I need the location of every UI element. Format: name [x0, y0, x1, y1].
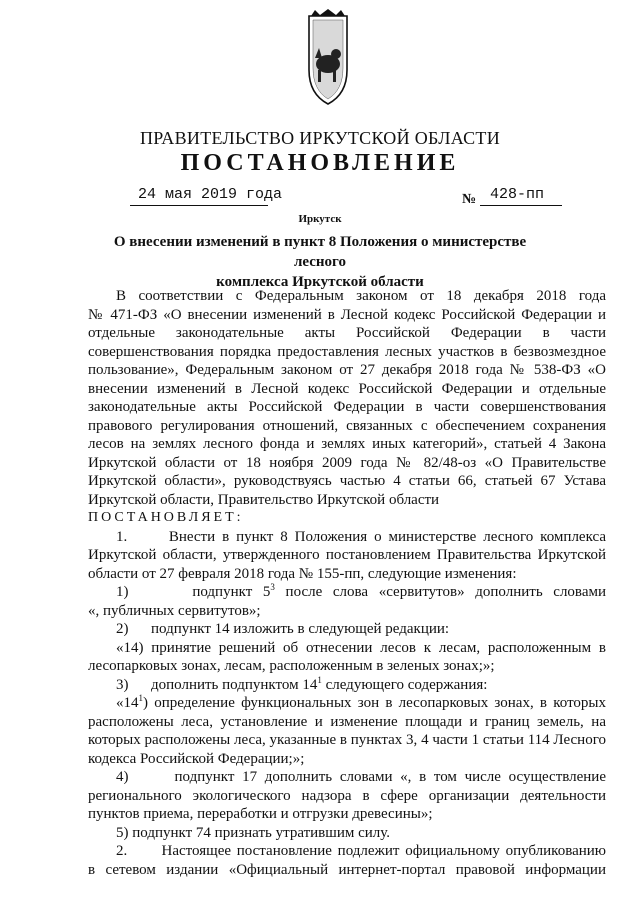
government-name: ПРАВИТЕЛЬСТВО ИРКУТСКОЙ ОБЛАСТИ: [139, 128, 501, 148]
sub1-line: [88, 583, 606, 602]
superscript: 3: [270, 582, 275, 592]
document-date: 24 мая 2019 года: [138, 186, 283, 203]
sub3-line: которых расположены леса, указанные в пунктах 3, 4 части 1 статьи 114 Лесного: [88, 732, 606, 748]
superscript: 1: [317, 674, 322, 685]
preamble-line: законодательные акты Российской Федерации в части совершенствования: [88, 399, 606, 415]
sub5-line: 5) подпункт 74 признать утратившим силу.: [116, 824, 391, 841]
sub3-line: кодекса Российской Федерации;»;: [88, 750, 305, 767]
sub3-line: расположены леса, установление и изменение площади и границ земель, на: [88, 713, 606, 730]
sub1-line: «, публичных сервитутов»;: [88, 602, 261, 619]
title-line: комплекса Иркутской области: [216, 274, 424, 290]
sub3-text: 3) дополнить подпунктом 14: [116, 676, 318, 693]
sub2-line: «14) принятие решений об отнесении лесов к лесам, расположенным в: [116, 639, 606, 656]
preamble-line: правового регулирования отношений, связанных с обеспечением сохранения: [88, 417, 606, 434]
coat-of-arms-icon: [303, 8, 353, 108]
resolves-heading: ПОСТАНОВЛЯЕТ:: [88, 510, 244, 525]
preamble-line: лесов на землях лесного фонда и землях иных категорий», статьей 4 Закона: [88, 436, 606, 452]
item2-line: 2. Настоящее постановление подлежит официальному опубликованию: [116, 843, 606, 859]
item1-line: Иркутской области, утвержденного постановлением Правительства Иркутской: [88, 547, 606, 563]
preamble-line: совершенствования порядка предоставления лесных участков в безвозмездное: [88, 343, 606, 360]
sub2-line: 2) подпункт 14 изложить в следующей редакции:: [116, 621, 450, 637]
preamble-line: Иркутской области от 18 ноября 2009 года № 82/48-оз «О Правительстве: [88, 454, 606, 471]
sub4-line: 4) подпункт 17 дополнить словами «, в том числе осуществление: [116, 769, 606, 785]
sub1-text: после слова «сервитутов» дополнить словами: [274, 584, 606, 600]
sub3-line: [88, 676, 606, 695]
sub4-line: пунктов приема, переработки и отгрузки древесины»;: [88, 806, 433, 822]
sub1-text: 1) подпункт 5: [116, 584, 271, 600]
document-number: 428-пп: [490, 186, 545, 203]
item1-line: области от 27 февраля 2018 года № 155-пп, следующие изменения:: [88, 565, 517, 582]
title-line: О внесении изменений в пункт 8 Положения о министерстве лесного: [113, 234, 527, 270]
date-underline: [130, 205, 268, 206]
preamble-line: № 471-ФЗ «О внесении изменений в Лесной кодекс Российской Федерации и: [88, 306, 606, 323]
item2-line: в сетевом издании «Официальный интернет-портал правовой информации: [88, 861, 606, 878]
sub3-text: ) определение функциональных зон в лесопарковых зонах, в которых: [143, 695, 606, 711]
sub3-line: [88, 694, 606, 713]
number-label: №: [462, 192, 477, 207]
number-underline: [480, 205, 562, 206]
preamble-line: Иркутской области, Правительство Иркутской области: [88, 491, 440, 508]
superscript: 1: [138, 693, 143, 703]
city-name: Иркутск: [298, 213, 342, 225]
document-type: ПОСТАНОВЛЕНИЕ: [180, 150, 460, 176]
sub2-line: лесопарковых зонах, лесам, расположенным в зеленых зонах;»;: [88, 658, 495, 674]
preamble-line: В соответствии с Федеральным законом от 18 декабря 2018 года: [116, 288, 606, 304]
document-body: [88, 287, 606, 879]
sub3-text: следующего содержания:: [321, 676, 488, 693]
document-title: [90, 232, 550, 292]
preamble-line: внесении изменений в Лесной кодекс Российской Федерации и отдельные: [88, 380, 606, 397]
preamble-line: отдельные законодательные акты Российской Федерации в части: [88, 325, 606, 341]
item1-line: 1. Внести в пункт 8 Положения о министерстве лесного комплекса: [116, 528, 606, 545]
preamble-line: Иркутской области», руководствуясь частью 4 статьи 66, статьей 67 Устава: [88, 473, 606, 489]
preamble-line: пользование», Федеральным законом от 27 декабря 2018 года № 538-ФЗ «О: [88, 362, 606, 378]
sub4-line: регионального экологического надзора в сфере организации деятельности: [88, 787, 606, 804]
sub3-text: «14: [116, 695, 139, 711]
